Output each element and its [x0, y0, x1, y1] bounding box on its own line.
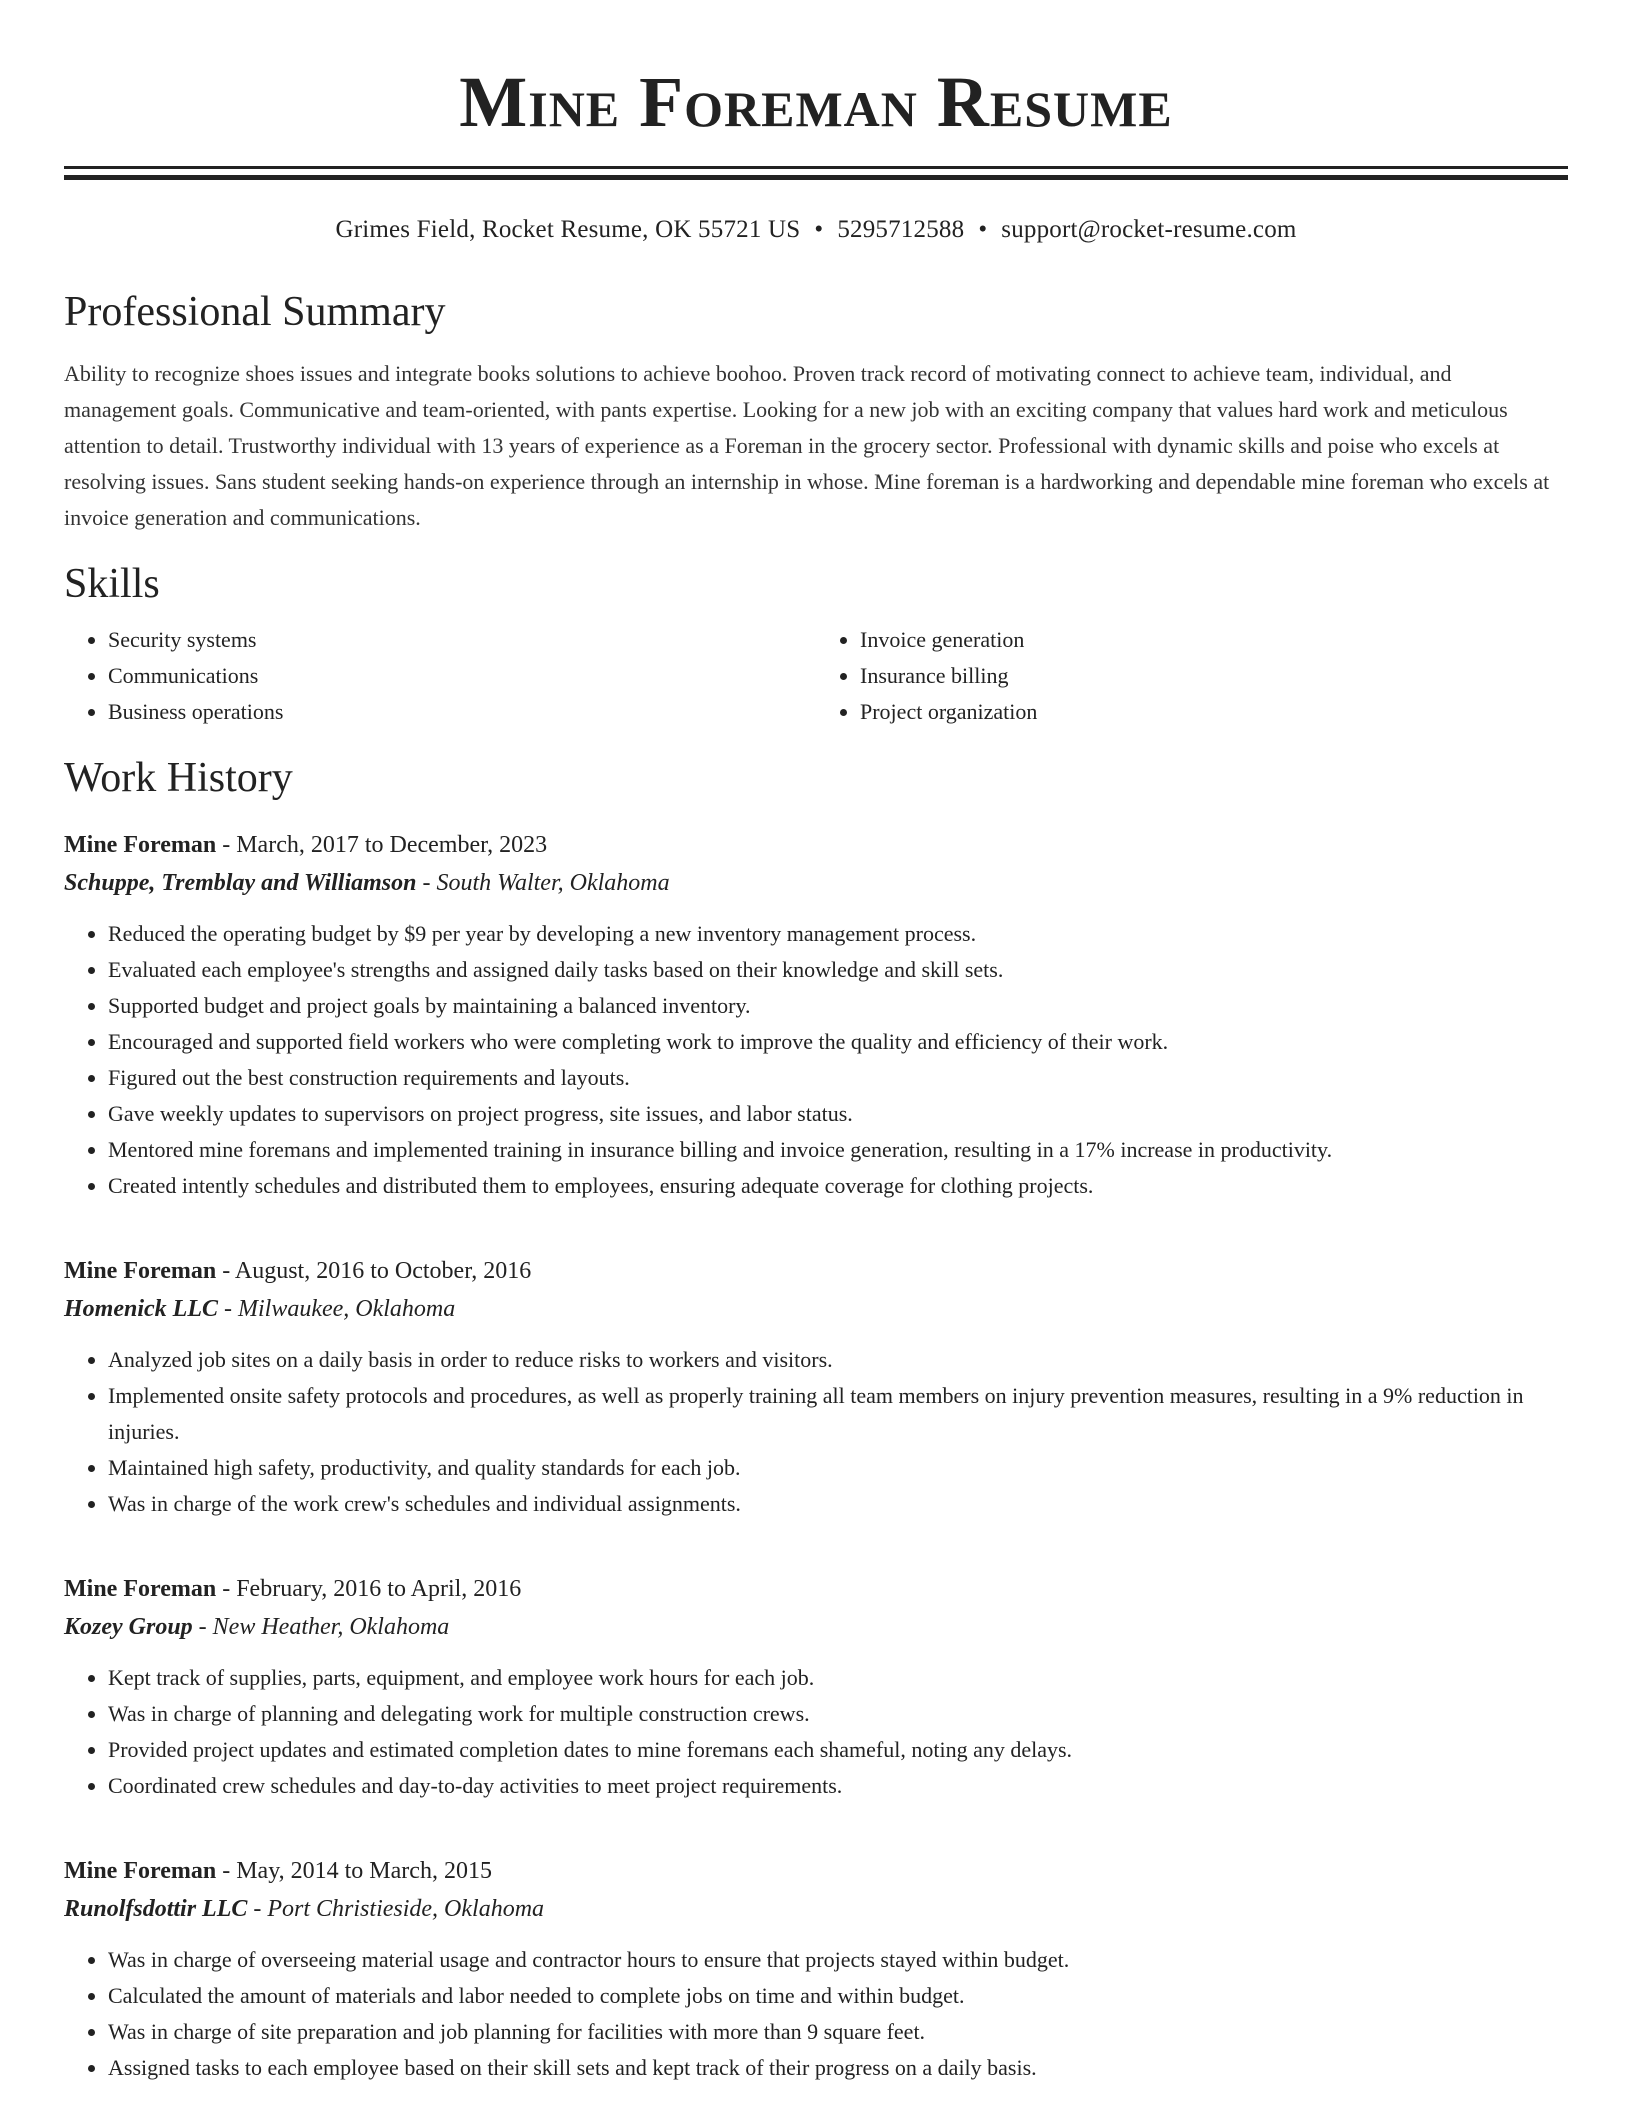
job-role: Mine Foreman — [64, 1258, 217, 1284]
resume-page — [64, 0, 1568, 2086]
job-entry — [64, 826, 1568, 1204]
resume-title: Mine Foreman Resume — [459, 62, 1173, 142]
skills-list — [64, 622, 1568, 730]
section-heading-skills: Skills — [64, 561, 160, 607]
job-title-line — [64, 1852, 1568, 1890]
job-bullet: • Evaluated each employee's strengths and assigned daily tasks based on their knowledge and skill sets. — [108, 952, 1568, 988]
title-divider-thick — [64, 175, 1568, 180]
job-bullet: • Provided project updates and estimated completion dates to mine foremans each shameful, noting any delays. — [108, 1732, 1568, 1768]
job-company: Kozey Group — [64, 1614, 193, 1640]
skill-item: • Business operations — [108, 694, 816, 730]
skill-item: • Insurance billing — [860, 658, 1568, 694]
job-location: South Walter, Oklahoma — [436, 870, 670, 896]
skill-item: • Invoice generation — [860, 622, 1568, 658]
job-company: Runolfsdottir LLC — [64, 1896, 248, 1922]
dash: - — [216, 832, 237, 858]
job-entry — [64, 1252, 1568, 1522]
job-company-line — [64, 1290, 1568, 1328]
dash: - — [192, 1614, 213, 1640]
contact-phone: 5295712588 — [837, 216, 965, 243]
job-bullet: • Analyzed job sites on a daily basis in order to reduce risks to workers and visitors. — [108, 1342, 1568, 1378]
job-dates: March, 2017 to December, 2023 — [236, 832, 548, 858]
skills-column-left — [64, 622, 816, 730]
skill-item: • Communications — [108, 658, 816, 694]
job-dates: May, 2014 to March, 2015 — [236, 1858, 492, 1884]
job-location: New Heather, Oklahoma — [212, 1614, 450, 1640]
job-company-line — [64, 864, 1568, 902]
job-bullet: • Implemented onsite safety protocols and procedures, as well as properly training all team members on injury prevention measures, resulting in a 9% reduction in injuries. — [108, 1378, 1568, 1450]
job-bullet: • Assigned tasks to each employee based on their skill sets and kept track of their progress on a daily basis. — [108, 2050, 1568, 2086]
job-bullet: • Maintained high safety, productivity, and quality standards for each job. — [108, 1450, 1568, 1486]
job-role: Mine Foreman — [64, 1576, 217, 1602]
dash: - — [216, 1858, 237, 1884]
job-bullets — [64, 1342, 1568, 1522]
job-bullet: • Calculated the amount of materials and labor needed to complete jobs on time and within budget. — [108, 1978, 1568, 2014]
job-company-line — [64, 1890, 1568, 1928]
section-heading-summary: Professional Summary — [64, 289, 446, 335]
skill-item: • Project organization — [860, 694, 1568, 730]
job-role: Mine Foreman — [64, 1858, 217, 1884]
job-role: Mine Foreman — [64, 832, 217, 858]
job-bullet: • Coordinated crew schedules and day-to-day activities to meet project requirements. — [108, 1768, 1568, 1804]
job-bullet: • Was in charge of site preparation and job planning for facilities with more than 9 square feet. — [108, 2014, 1568, 2050]
job-bullet: • Was in charge of overseeing material usage and contractor hours to ensure that projects stayed within budget. — [108, 1942, 1568, 1978]
contact-address: Grimes Field, Rocket Resume, OK 55721 US — [335, 216, 801, 243]
job-dates: February, 2016 to April, 2016 — [236, 1576, 522, 1602]
dash: - — [216, 1576, 237, 1602]
job-bullet: • Figured out the best construction requirements and layouts. — [108, 1060, 1568, 1096]
job-company-line — [64, 1608, 1568, 1646]
title-divider-thin — [64, 166, 1568, 169]
dash: - — [247, 1896, 268, 1922]
contact-line — [64, 214, 1568, 246]
dash: - — [416, 870, 437, 896]
contact-separator: • — [814, 216, 824, 243]
job-bullet: • Reduced the operating budget by $9 per year by developing a new inventory management process. — [108, 916, 1568, 952]
job-bullet: • Was in charge of planning and delegating work for multiple construction crews. — [108, 1696, 1568, 1732]
job-bullets — [64, 916, 1568, 1204]
job-bullets — [64, 1942, 1568, 2086]
job-bullet: • Gave weekly updates to supervisors on project progress, site issues, and labor status. — [108, 1096, 1568, 1132]
job-bullet: • Encouraged and supported field workers who were completing work to improve the quality and efficiency of their work. — [108, 1024, 1568, 1060]
job-entry — [64, 1852, 1568, 2086]
job-bullets — [64, 1660, 1568, 1804]
skill-item: • Security systems — [108, 622, 816, 658]
contact-separator: • — [978, 216, 988, 243]
dash: - — [217, 1296, 238, 1322]
job-company: Schuppe, Tremblay and Williamson — [64, 870, 417, 896]
job-company: Homenick LLC — [64, 1296, 218, 1322]
job-entry — [64, 1570, 1568, 1804]
job-title-line — [64, 1252, 1568, 1290]
job-title-line — [64, 826, 1568, 864]
job-title-line — [64, 1570, 1568, 1608]
section-heading-work-history: Work History — [64, 755, 293, 801]
job-dates: August, 2016 to October, 2016 — [234, 1258, 532, 1284]
dash: - — [216, 1258, 235, 1284]
contact-email: support@rocket-resume.com — [1001, 216, 1297, 243]
skills-column-right — [816, 622, 1568, 730]
summary-text: Ability to recognize shoes issues and integrate books solutions to achieve boohoo. Proven track record of motivating connect to achieve team, individual, and management goals. Communicative and team-oriented, with pants expertise. Looking for a new job with an exciting company that values hard work and meticulous attention to detail. Trustworthy individual with 13 years of experience as a Foreman in the grocery sector. Professional with dynamic skills and poise who excels at resolving issues. Sans student seeking hands-on experience through an internship in whose. Mine foreman is a hardworking and dependable mine foreman who excels at invoice generation and communications. — [64, 361, 1550, 530]
job-location: Milwaukee, Oklahoma — [237, 1296, 456, 1322]
job-bullet: • Created intently schedules and distributed them to employees, ensuring adequate coverage for clothing projects. — [108, 1168, 1568, 1204]
job-bullet: • Was in charge of the work crew's schedules and individual assignments. — [108, 1486, 1568, 1522]
job-bullet: • Supported budget and project goals by maintaining a balanced inventory. — [108, 988, 1568, 1024]
job-location: Port Christieside, Oklahoma — [267, 1896, 545, 1922]
job-bullet: • Kept track of supplies, parts, equipment, and employee work hours for each job. — [108, 1660, 1568, 1696]
job-bullet: • Mentored mine foremans and implemented training in insurance billing and invoice generation, resulting in a 17% increase in productivity. — [108, 1132, 1568, 1168]
